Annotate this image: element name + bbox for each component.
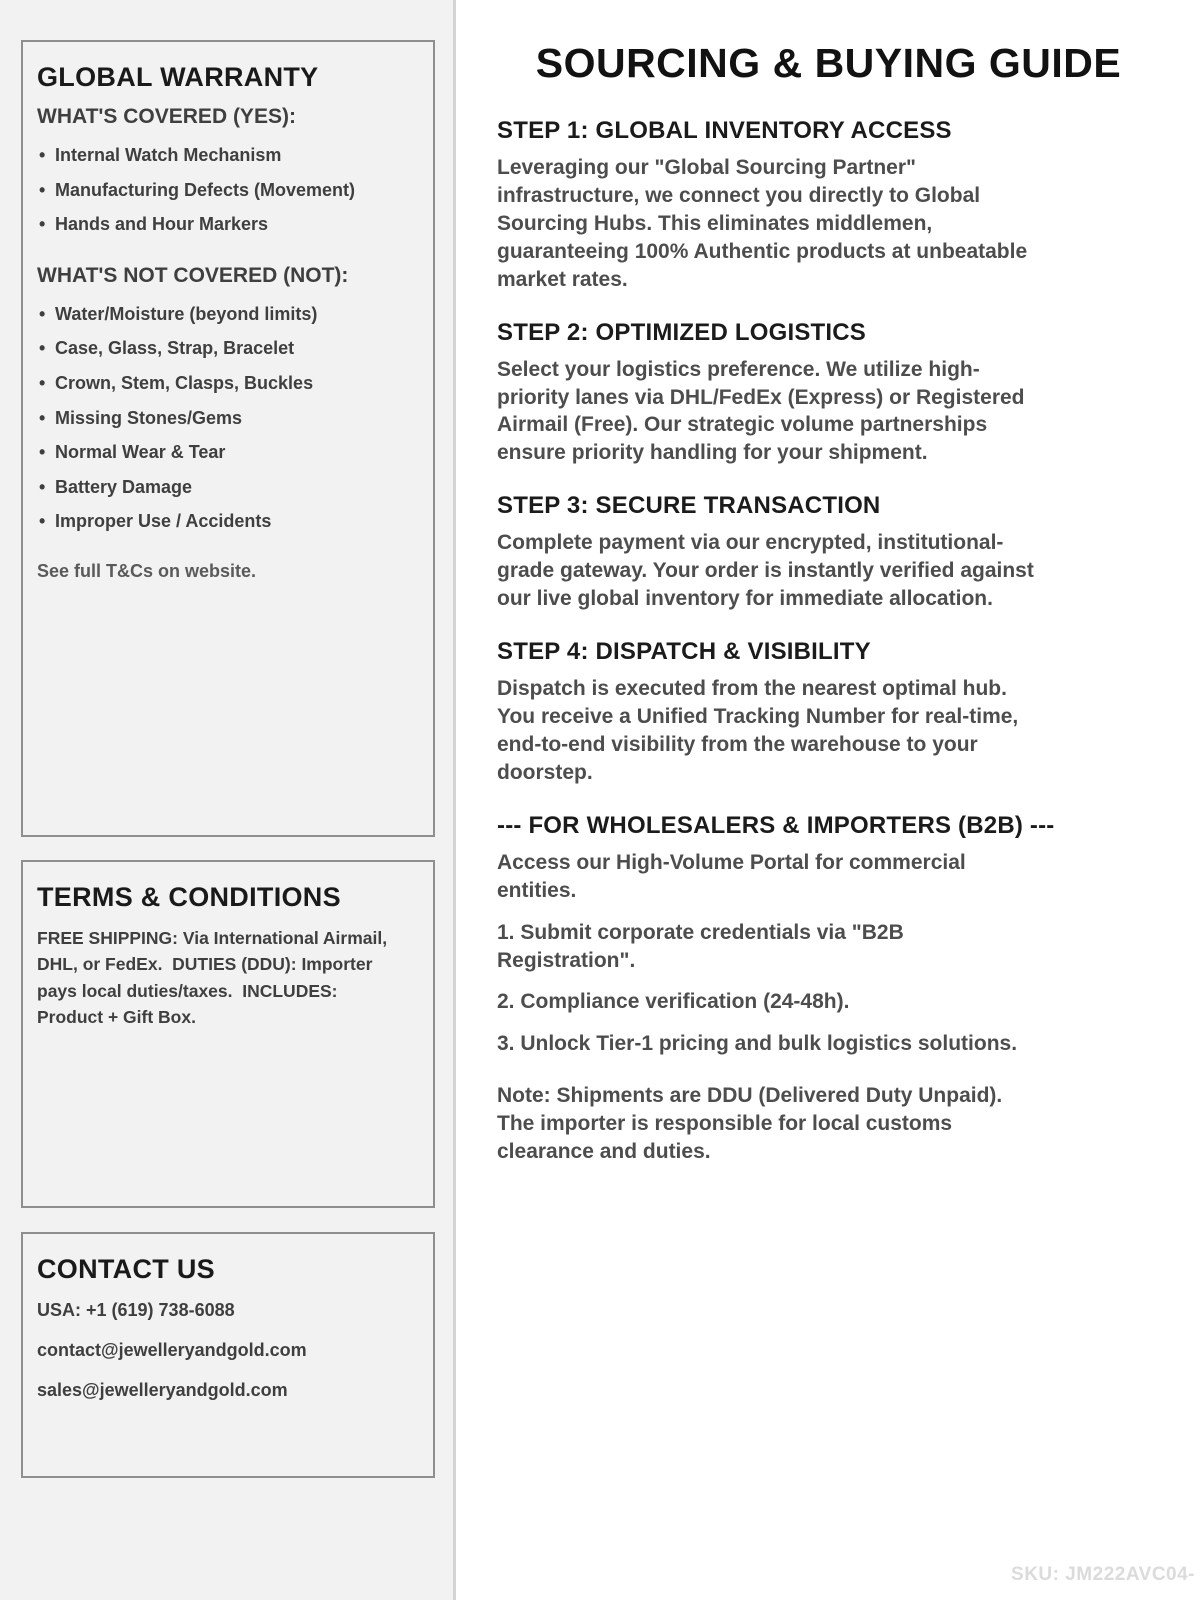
list-item: • Case, Glass, Strap, Bracelet <box>37 338 419 360</box>
page-title: SOURCING & BUYING GUIDE <box>535 40 1122 86</box>
step-2-body: Select your logistics preference. We utilize high-priority lanes via DHL/FedEx (Express) or Registered Airmail (Free). Our strategic volume partnerships ensure priority handling for your shipment. <box>497 357 1025 465</box>
b2b-note: Note: Shipments are DDU (Delivered Duty Unpaid). The importer is responsible for local customs clearance and duties. <box>497 1084 1003 1164</box>
warranty-footnote: See full T&Cs on website. <box>37 560 257 581</box>
global-warranty-box <box>21 40 435 837</box>
list-item: • Missing Stones/Gems <box>37 408 419 430</box>
contact-email-sales: sales@jewelleryandgold.com <box>37 1380 288 1400</box>
list-item: • Manufacturing Defects (Movement) <box>37 180 419 202</box>
step-4-body: Dispatch is executed from the nearest optimal hub. You receive a Unified Tracking Number for real-time, end-to-end visibility from the warehouse to your doorstep. <box>497 677 1019 784</box>
warranty-title: GLOBAL WARRANTY <box>37 62 319 92</box>
step-1-heading: STEP 1: GLOBAL INVENTORY ACCESS <box>497 117 952 144</box>
b2b-step-3: 3. Unlock Tier-1 pricing and bulk logistics solutions. <box>497 1032 1018 1056</box>
list-item: • Crown, Stem, Clasps, Buckles <box>37 373 419 395</box>
sku-label: SKU: JM222AVC04- <box>1011 1564 1195 1585</box>
step-2-section <box>497 319 1160 468</box>
step-1-section <box>497 117 1160 294</box>
terms-conditions-box <box>21 860 435 1208</box>
step-3-heading: STEP 3: SECURE TRANSACTION <box>497 492 881 520</box>
list-item: • Water/Moisture (beyond limits) <box>37 304 419 326</box>
contact-us-box <box>21 1232 435 1478</box>
covered-heading: WHAT'S COVERED (YES): <box>37 105 296 128</box>
list-item: • Battery Damage <box>37 477 419 499</box>
b2b-heading: --- FOR WHOLESALERS & IMPORTERS (B2B) --- <box>497 811 1055 839</box>
step-3-section <box>497 492 1160 613</box>
list-item: • Improper Use / Accidents <box>37 511 419 533</box>
contact-email-primary: contact@jewelleryandgold.com <box>37 1340 307 1360</box>
contact-title: CONTACT US <box>37 1254 215 1284</box>
terms-title: TERMS & CONDITIONS <box>37 882 341 912</box>
terms-body: FREE SHIPPING: Via International Airmail, DHL, or FedEx. DUTIES (DDU): Importer pays local duties/taxes. INCLUDES: Product + Gift Box. <box>37 928 392 1027</box>
step-3-body: Complete payment via our encrypted, institutional-grade gateway. Your order is instantly verified against our live global inventory for immediate allocation. <box>497 531 1034 611</box>
not-covered-heading: WHAT'S NOT COVERED (NOT): <box>37 263 349 287</box>
step-4-section <box>497 638 1160 787</box>
contact-phone: USA: +1 (619) 738-6088 <box>37 1300 235 1320</box>
step-4-heading: STEP 4: DISPATCH & VISIBILITY <box>497 638 871 666</box>
info-sidebar <box>0 0 456 1600</box>
list-item: • Hands and Hour Markers <box>37 214 419 236</box>
b2b-section <box>497 812 1160 1166</box>
covered-list <box>37 145 419 236</box>
sourcing-guide-main <box>459 0 1200 1600</box>
step-1-body: Leveraging our "Global Sourcing Partner" infrastructure, we connect you directly to Global Sourcing Hubs. This eliminates middlemen, guaranteeing 100% Authentic products at unbeatable market rates. <box>497 156 1028 291</box>
list-item: • Normal Wear & Tear <box>37 442 419 464</box>
b2b-step-2: 2. Compliance verification (24-48h). <box>497 990 850 1014</box>
list-item: • Internal Watch Mechanism <box>37 145 419 167</box>
b2b-step-1: 1. Submit corporate credentials via "B2B Registration". <box>497 920 904 972</box>
not-covered-list <box>37 304 419 533</box>
b2b-intro: Access our High-Volume Portal for commercial entities. <box>497 850 966 902</box>
step-2-heading: STEP 2: OPTIMIZED LOGISTICS <box>497 318 866 346</box>
